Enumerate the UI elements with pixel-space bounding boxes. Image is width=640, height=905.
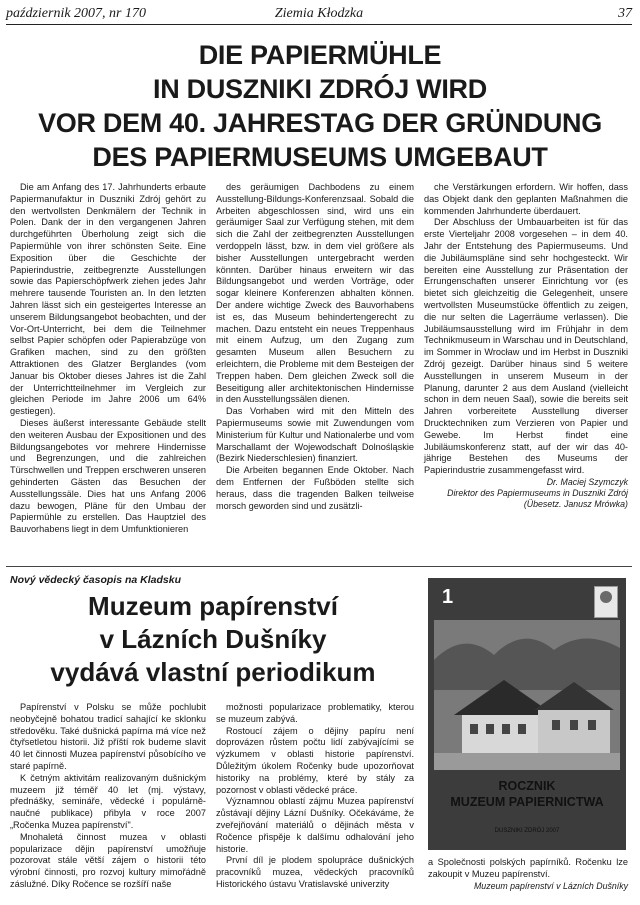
page-header: [6, 4, 632, 26]
paragraph: Dieses äußerst interessante Gebäude stellt den weiteren Ausbau der Expositionen und des Bildungsangebotes vor mehrere Hindernisse und Begrenzungen, und die zahlreichen Türschwellen und Treppen erschweren unseren gehinderten Gästen das Besuchen der Ausstellungssäle. Dies hat uns Anfang 2006 dazu bewogen, Pläne für den Umbau der Papiermühle zu erstellen. Das Hauptziel des Bauvorhabens liegt in dem Umfunktionieren: [10, 417, 206, 535]
paragraph: che Verstärkungen erfordern. Wir hoffen, dass das Objekt dank den geplanten Maßnahmen die kommenden Jahrhunderte überdauert.: [424, 182, 628, 216]
magazine-title: Ziemia Kłodzka: [274, 6, 364, 21]
paragraph: Mnohaletá činnost muzea v oblasti popularizace dějin papírenství umožňuje pozorovat stále větší zájem o historii této výrobní činnosti, pro rozvoj kultury mimořádně záslužné. Díky Ročence se rozšíří naše: [10, 831, 206, 889]
article2-headline: [10, 590, 416, 689]
section-divider: [6, 566, 632, 567]
article1-column-1: [10, 182, 206, 536]
paragraph: Významnou oblastí zájmu Muzea papírenství zůstávají dějiny Lázní Dušníky. Očekáváme, že zveřejňování materiálů o dějinách města v Ročence přispěje k dalšímu odhalování jeho historie.: [216, 796, 414, 854]
paragraph: Das Vorhaben wird mit den Mitteln des Papiermuseums sowie mit Zuwendungen vom Ministerium für Kultur und Nationalerbe und vom Marschallamt der Wojewodschaft Dolnośląskie (Bezirk Niederschlesien) finanziert.: [216, 406, 414, 464]
cover-title: [428, 778, 626, 810]
headline-line: Muzeum papírenství: [88, 591, 338, 621]
paragraph: a Společnosti polských papírníků. Ročenku lze zakoupit v Muzeu papírenství.: [428, 857, 628, 879]
headline-line: IN DUSZNIKI ZDRÓJ WIRD: [153, 74, 487, 104]
signature-name: Dr. Maciej Szymczyk: [546, 476, 628, 487]
article1-column-2: [216, 182, 414, 512]
article2-column-1: [10, 702, 206, 891]
paragraph: možnosti popularizace problematiky, kterou se muzeum zabývá.: [216, 702, 414, 724]
paragraph: Rostoucí zájem o dějiny papíru není doprovázen růstem počtu lidí zabývajícími se výzkumem v oblasti historie papírenství. Důležitým úkolem Ročenky bude upozorňovat historiky na problémy, které by stály za pozornost v oblasti vědecké práce.: [216, 725, 414, 795]
paragraph: Die Arbeiten begannen Ende Oktober. Nach dem Entfernen der Fußböden stellte sich heraus, dass die tragenden Balken teilweise morsch geworden sind und zusätzli-: [216, 465, 414, 511]
article1-column-3: [424, 182, 628, 510]
page-number: 37: [618, 6, 632, 21]
signature-role: Direktor des Papiermuseums in Duszniki Zdrój: [447, 487, 628, 498]
cover-imprint: DUSZNIKI ZDRÓJ 2007: [494, 828, 560, 834]
headline-line: v Lázních Dušníky: [99, 624, 327, 654]
article2-kicker: Nový vědecký časopis na Kladsku: [10, 574, 181, 586]
paragraph: Papírenství v Polsku se může pochlubit neobyčejně bohatou tradicí sahající ke sklonku středověku. Také dušnická papírna má více než čtyřsetletou historii. Již příští rok budeme slavit 40 let činnosti Muzea papírenství působícího ve staré papírně.: [10, 702, 206, 771]
cover-title-line: MUZEUM PAPIERNICTWA: [450, 795, 604, 809]
papermill-building-icon: [434, 620, 620, 770]
paragraph: Der Abschluss der Umbauarbeiten ist für das erste Vierteljahr 2008 vorgesehen – in dem 40. Jahr der Entstehung des Papiermuseums. Und die Jubiläumspläne sind sehr hochgesteckt. Wir bereiten eine Ausstellung zur Präsentation der Errungenschaften unserer Einrichtung vor (es bietet sich gleichzeitig die Gelegenheit, unsere wertvollsten Museumstücke öffentlich zu zeigen, die nur selten die Lagerräume verlassen). Die Jubiläumsausstellung wird im Frühjahr in dem Technikmuseum in Warschau und in Deutschland, im Sommer in Wrocław und im Herbst in Duszniki Zdrój gezeigt. Darüber hinaus sind 5 weitere Ausstellungen in unserem Museum in der Planung, darunter 2 aus dem Ausland (vielleicht schon in dem neuen Saal), sowie die bereits seit Jahren vorbereitete Ausstellung diverser Drucktechniken zum Verzieren von Papier und Gewebe. Im Herbst findet eine Jubiläumskonferenz statt, auf der wir das 40-jährige Bestehen des Museums der Papierindustrie zusammengefasst wird.: [424, 217, 628, 476]
issue-date: październik 2007, nr 170: [6, 6, 146, 21]
header-rule: [6, 24, 632, 25]
signature-translator: (Übesetz. Janusz Mrówka): [523, 498, 628, 509]
paragraph: Die am Anfang des 17. Jahrhunderts erbaute Papiermanufaktur in Duszniki Zdrój gehört zu den wertvollsten Denkmälern der Technik in Polen. Dank der in den vergangenen Jahren durchgeführten Überholung zeigt sich die Papiermühle von ihrer schönsten Seite. Eine Exposition über die Geschichte der Papierindustrie, zeitbegrenzte Ausstellungen sowie das Papierschöpfwerk ziehen jedes Jahr mehrere tausende Touristen an. In den letzten Jahren lässt sich ein gesteigertes Interesse an unserem Bildungsangebot beobachten, und der Vor-Ort-Unterricht, bei dem die Teilnehmer selbst Papier schöpfen oder Papierabzüge von Grafiken machen, sind zu den größten Attraktionen des Glatzer Berglandes (vom Januar bis Oktober dieses Jahres ist die Zahl der Unterrichtteilnehmer im Vergleich zur gleichen Periode im Jahre 2006 um 64% gestiegen).: [10, 182, 206, 417]
article2-column-3: [428, 857, 628, 892]
papermill-photo: [434, 620, 620, 770]
headline-line: vydává vlastní periodikum: [50, 657, 376, 687]
headline-line: DIE PAPIERMÜHLE: [198, 40, 442, 70]
article1-headline: [10, 38, 630, 174]
cover-volume-number: 1: [442, 586, 454, 608]
museum-logo-icon: [594, 586, 618, 618]
headline-line: DES PAPIERMUSEUMS UMGEBAUT: [92, 142, 548, 172]
paragraph: des geräumigen Dachbodens zu einem Ausstellung-Bildungs-Konferenzsaal. Sobald die Arbeiten abgeschlossen sind, wird uns ein geräumiger Saal zur Verfügung stehen, mit dem sich die Zahl der zeitbegrenzten Ausstellungen verdoppeln lässt, bzw. in dem viel größere als bisher Ausstellungen untergebracht werden könnten. Darüber hinaus erweitern wir das Bildungsangebot und werden Vorträge, oder sogar kleinere Konferenzen abhalten können. Der andere wichtige Zweck des Bauvorhabens ist es, das Museum behindertengerecht zu machen. Dazu entsteht ein neues Treppenhaus mit einem Aufzug, um den Zugang zum gesamten Museum allen Besuchern zu erleichtern, die Probleme mit dem Besteigen der Treppen haben. Dem gleichen Zweck soll die Beseitigung aller architektonischen Hindernisse in den Ausstellungssälen dienen.: [216, 182, 414, 405]
headline-line: VOR DEM 40. JAHRESTAG DER GRÜNDUNG: [38, 108, 602, 138]
paragraph: K četným aktivitám realizovaným dušnickým muzeem již téměř 40 let (mj. výstavy, přednášky, semináře, vědecké i populárně-naučné publikace) přibyla v roce 2007 „Ročenka Muzea papírenství".: [10, 772, 206, 830]
article2-signature: Muzeum papírenství v Lázních Dušníky: [473, 880, 628, 891]
cover-title-line: ROCZNIK: [498, 779, 556, 793]
yearbook-cover-image: [428, 578, 626, 850]
paragraph: První díl je plodem spolupráce dušnických pracovníků muzea, vědeckých pracovníků Historického ústavu Vratislavské univerzity: [216, 855, 414, 889]
article2-column-2: [216, 702, 414, 891]
